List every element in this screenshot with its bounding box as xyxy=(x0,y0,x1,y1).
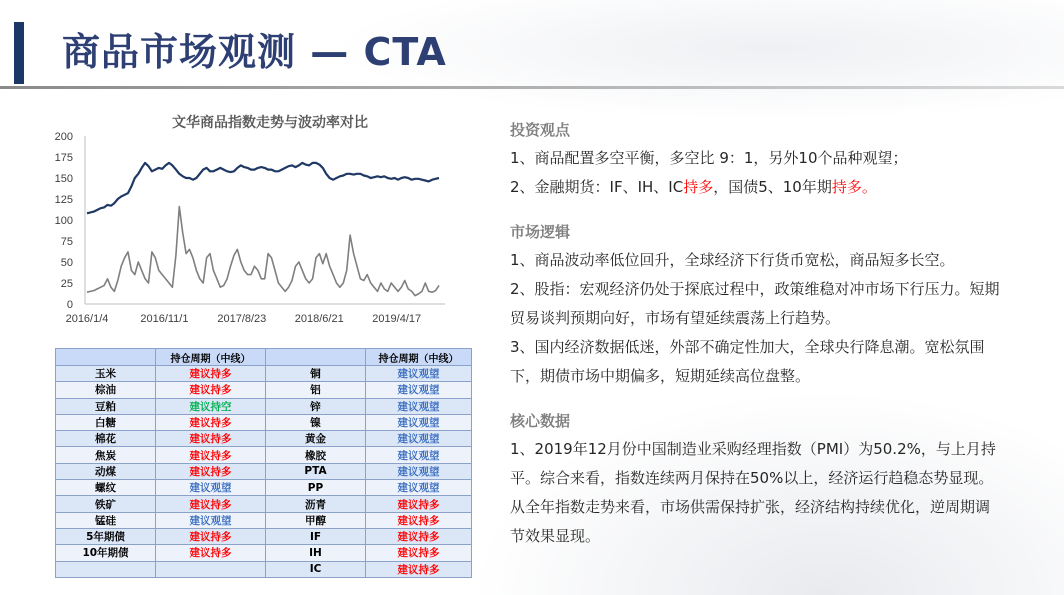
recommendation-cell: 建议观望 xyxy=(366,382,472,398)
table-body xyxy=(56,366,472,578)
y-tick-label: 125 xyxy=(54,194,73,206)
y-tick-label: 25 xyxy=(60,278,73,290)
instrument-cell: 动煤 xyxy=(56,463,156,479)
header-divider xyxy=(0,86,1064,89)
table-header-row xyxy=(56,349,472,366)
table-row xyxy=(56,382,472,398)
recommendation-cell: 建议观望 xyxy=(366,463,472,479)
section-title-logic: 市场逻辑 xyxy=(510,223,571,241)
x-tick-label: 2019/4/17 xyxy=(372,313,422,325)
recommendation-cell: 建议观望 xyxy=(156,512,266,528)
recommendation-cell: 建议持多 xyxy=(366,496,472,512)
recommendation-cell: 建议观望 xyxy=(366,447,472,463)
invest-point-2-text: ，国债5、10年期 xyxy=(713,178,832,196)
recommendation-cell: 建议观望 xyxy=(366,366,472,382)
instrument-cell: 螺纹 xyxy=(56,480,156,496)
invest-point-2-highlight: 持多 xyxy=(683,178,714,196)
instrument-cell: IC xyxy=(266,561,366,577)
x-tick-label: 2017/8/23 xyxy=(217,313,267,325)
recommendation-cell: 建议观望 xyxy=(156,480,266,496)
instrument-cell: 黄金 xyxy=(266,431,366,447)
recommendation-cell: 建议持多 xyxy=(366,561,472,577)
recommendation-cell: 建议观望 xyxy=(366,480,472,496)
recommendation-cell: 建议持多 xyxy=(156,545,266,561)
recommendation-cell: 建议持多 xyxy=(366,545,472,561)
table-row xyxy=(56,561,472,577)
instrument-cell: 镍 xyxy=(266,414,366,430)
recommendation-cell: 建议观望 xyxy=(366,414,472,430)
recommendation-cell: 建议观望 xyxy=(366,431,472,447)
table-row xyxy=(56,463,472,479)
recommendation-cell: 建议持多 xyxy=(156,528,266,544)
instrument-cell: PTA xyxy=(266,463,366,479)
invest-point-1: 1、商品配置多空平衡，多空比 9：1，另外10个品种观望； xyxy=(510,149,908,167)
table-row xyxy=(56,366,472,382)
invest-point-2-highlight: 持多。 xyxy=(831,178,877,196)
recommendation-cell: 建议持多 xyxy=(156,366,266,382)
table-row xyxy=(56,480,472,496)
table-row xyxy=(56,528,472,544)
y-tick-label: 75 xyxy=(60,236,73,248)
instrument-cell: 甲醇 xyxy=(266,512,366,528)
invest-point-2-text: 2、金融期货：IF、IH、IC xyxy=(510,178,684,196)
data-point-1: 1、2019年12月份中国制造业采购经理指数（PMI）为50.2%，与上月持平。综合来看，指数连续两月保持在50%以上，经济运行趋稳态势显现。从全年指数走势来看，市场供需保持扩张，经济结构持续优化，逆周期调节效果显现。 xyxy=(510,440,996,545)
x-tick-label: 2018/6/21 xyxy=(294,313,344,325)
y-tick-label: 100 xyxy=(54,215,73,227)
analysis-panel xyxy=(510,116,1000,551)
logic-point-3: 3、国内经济数据低迷，外部不确定性加大，全球央行降息潮。宽松氛围下，期债市场中期偏多，短期延续高位盘整。 xyxy=(510,338,985,385)
table-header-cell xyxy=(56,349,156,366)
section-title-data: 核心数据 xyxy=(510,412,571,430)
recommendation-cell: 建议持多 xyxy=(156,414,266,430)
instrument-cell: IH xyxy=(266,545,366,561)
instrument-cell: 铜 xyxy=(266,366,366,382)
recommendation-cell xyxy=(156,561,266,577)
instrument-cell: 棕油 xyxy=(56,382,156,398)
instrument-cell: 白糖 xyxy=(56,414,156,430)
y-tick-label: 200 xyxy=(54,131,73,143)
instrument-cell: 锰硅 xyxy=(56,512,156,528)
instrument-cell: 铝 xyxy=(266,382,366,398)
y-tick-label: 0 xyxy=(66,299,73,311)
recommendation-cell: 建议观望 xyxy=(366,398,472,414)
position-table xyxy=(55,348,472,578)
instrument-cell: 10年期债 xyxy=(56,545,156,561)
page-title: 商品市场观测 — CTA xyxy=(62,30,447,74)
table-row xyxy=(56,398,472,414)
instrument-cell: 锌 xyxy=(266,398,366,414)
recommendation-cell: 建议持多 xyxy=(156,447,266,463)
logic-point-2: 2、股指：宏观经济仍处于探底过程中，政策维稳对冲市场下行压力。短期贸易谈判预期向好，市场有望延续震荡上行趋势。 xyxy=(510,280,1000,327)
section-title-invest: 投资观点 xyxy=(510,121,571,139)
y-tick-label: 150 xyxy=(54,173,73,185)
instrument-cell: 5年期债 xyxy=(56,528,156,544)
table-row xyxy=(56,414,472,430)
logic-point-1: 1、商品波动率低位回升，全球经济下行货币宽松，商品短多长空。 xyxy=(510,251,955,269)
volatility-series-line xyxy=(87,207,439,296)
table-header-cell: 持仓周期（中线） xyxy=(366,349,472,366)
instrument-cell: 沥青 xyxy=(266,496,366,512)
table-row xyxy=(56,512,472,528)
title-accent-bar xyxy=(14,22,24,84)
x-tick-label: 2016/1/4 xyxy=(65,313,109,325)
instrument-cell: 玉米 xyxy=(56,366,156,382)
table-header-cell xyxy=(266,349,366,366)
recommendation-cell: 建议持多 xyxy=(156,463,266,479)
y-tick-label: 175 xyxy=(54,152,73,164)
instrument-cell: 橡胶 xyxy=(266,447,366,463)
recommendation-cell: 建议持多 xyxy=(366,512,472,528)
table-row xyxy=(56,496,472,512)
table-row xyxy=(56,447,472,463)
table-row xyxy=(56,545,472,561)
instrument-cell: 豆粕 xyxy=(56,398,156,414)
index-series-line xyxy=(87,163,439,213)
recommendation-cell: 建议持空 xyxy=(156,398,266,414)
instrument-cell: 铁矿 xyxy=(56,496,156,512)
chart-title: 文华商品指数走势与波动率对比 xyxy=(172,115,368,131)
recommendation-cell: 建议持多 xyxy=(366,528,472,544)
instrument-cell: PP xyxy=(266,480,366,496)
invest-point-2 xyxy=(510,173,1000,202)
table-header-cell: 持仓周期（中线） xyxy=(156,349,266,366)
recommendation-cell: 建议持多 xyxy=(156,496,266,512)
y-tick-label: 50 xyxy=(60,257,73,269)
table-row xyxy=(56,431,472,447)
recommendation-cell: 建议持多 xyxy=(156,431,266,447)
x-tick-label: 2016/11/1 xyxy=(140,313,189,325)
recommendation-cell: 建议持多 xyxy=(156,382,266,398)
instrument-cell: 棉花 xyxy=(56,431,156,447)
instrument-cell: 焦炭 xyxy=(56,447,156,463)
commodity-index-chart xyxy=(40,128,460,328)
instrument-cell xyxy=(56,561,156,577)
instrument-cell: IF xyxy=(266,528,366,544)
